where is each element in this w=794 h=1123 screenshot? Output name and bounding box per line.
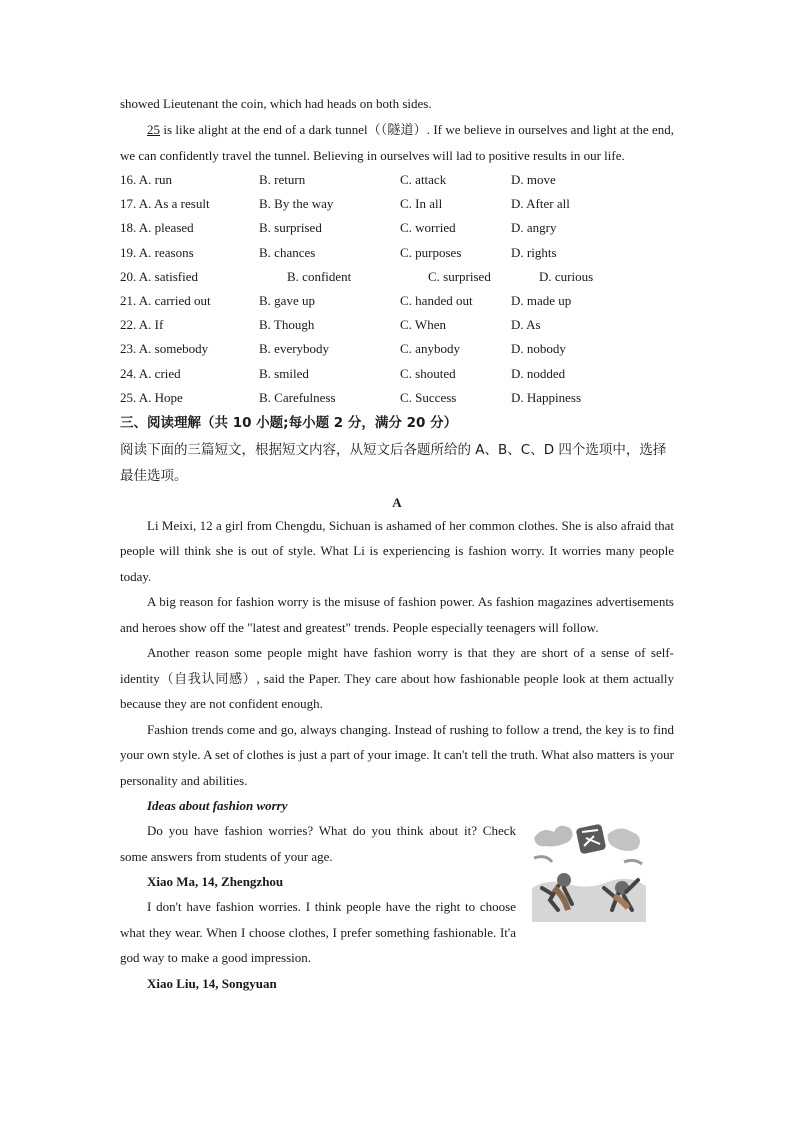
passage-paragraph: Another reason some people might have fashion worry is that they are short of a sense of self-identity（自我认同感）, said the Paper. They care about how fashionable people look at them actually because they are not confident enough. [120, 645, 674, 712]
paragraph-text: is like alight at the end of a dark tunnel（（隧道）. If we believe in ourselves and light at the end, we can confidently travel the tunnel. Believing in ourselves will lad to positive results in our life. [120, 122, 674, 163]
option-b: B. By the way [259, 196, 334, 212]
passage-paragraph: Fashion trends come and go, always changing. Instead of rushing to follow a trend, the key is to find your own style. A set of clothes is just a part of your image. It can't tell the truth. What also matters is your personality and abilities. [120, 721, 674, 788]
ideas-intro: Do you have fashion worries? What do you think about it? Check some answers from students of your age. [120, 823, 516, 864]
option-a: 25. A. Hope [120, 389, 183, 405]
ideas-title: Ideas about fashion worry [147, 798, 288, 814]
text-line: showed Lieutenant the coin, which had heads on both sides. [120, 96, 432, 111]
option-c: C. In all [400, 196, 443, 212]
student-name: Xiao Liu, 14, Songyuan [147, 975, 277, 991]
option-row [120, 289, 674, 313]
option-c: C. anybody [400, 341, 460, 357]
option-d: D. After all [511, 196, 570, 212]
option-a: 24. A. cried [120, 365, 181, 381]
option-row [120, 362, 674, 386]
section-instruction: 阅读下面的三篇短文，根据短文内容，从短文后各题所给的 A、B、C、D 四个选项中，选择最佳选项。 [120, 441, 667, 484]
option-d: D. made up [511, 292, 572, 308]
option-d: D. As [511, 317, 541, 333]
option-b: B. Carefulness [259, 389, 336, 405]
option-a: 21. A. carried out [120, 292, 211, 308]
option-row [120, 241, 674, 265]
ideas-section [120, 818, 674, 996]
option-b: B. return [259, 172, 306, 187]
option-c: C. surprised [428, 268, 491, 284]
option-d: D. move [511, 172, 556, 187]
option-d: D. Happiness [511, 389, 582, 405]
student-answer: I don't have fashion worries. I think people have the right to choose what they wear. When I choose clothes, I prefer something fashionable. It'a god way to make a good impression. [120, 899, 516, 966]
option-d: D. curious [539, 268, 594, 284]
option-c: C. handed out [400, 292, 473, 308]
option-a: 20. A. satisfied [120, 268, 198, 284]
passage-label: A [392, 494, 402, 510]
option-b: B. everybody [259, 341, 330, 357]
option-c: C. When [400, 317, 446, 333]
option-b: B. Though [259, 317, 315, 333]
dancing-kids-illustration [528, 818, 648, 924]
option-a: 22. A. If [120, 317, 164, 333]
option-row [120, 168, 674, 192]
option-row [120, 337, 674, 361]
option-a: 16. A. run [120, 172, 172, 187]
option-c: C. shouted [400, 365, 456, 381]
option-d: D. nodded [511, 365, 566, 381]
option-a: 23. A. somebody [120, 341, 209, 357]
option-a: 18. A. pleased [120, 220, 194, 236]
passage-paragraph: Li Meixi, 12 a girl from Chengdu, Sichuan is ashamed of her common clothes. She is also afraid that people will think she is out of style. What Li is experiencing is fashion worry. It worries many people today. [120, 517, 674, 584]
option-d: D. angry [511, 220, 557, 236]
option-d: D. rights [511, 244, 557, 260]
option-b: B. confident [287, 268, 352, 284]
option-b: B. smiled [259, 365, 309, 381]
blank-number: 25 [147, 122, 160, 137]
option-c: C. Success [400, 389, 457, 405]
option-row [120, 216, 674, 240]
option-row [120, 386, 674, 410]
document-page [120, 92, 674, 996]
option-d: D. nobody [511, 341, 566, 357]
options-list [120, 168, 674, 410]
option-row [120, 313, 674, 337]
option-c: C. worried [400, 220, 456, 236]
option-row [120, 265, 674, 289]
option-b: B. surprised [259, 220, 322, 236]
option-a: 19. A. reasons [120, 244, 194, 260]
paragraph-25 [120, 117, 674, 168]
option-b: B. chances [259, 244, 316, 260]
option-row [120, 192, 674, 216]
section-heading: 三、阅读理解（共 10 小题;每小题 2 分，满分 20 分） [120, 414, 458, 431]
student-name: Xiao Ma, 14, Zhengzhou [147, 874, 284, 890]
option-b: B. gave up [259, 292, 315, 308]
option-a: 17. A. As a result [120, 196, 210, 212]
passage-paragraph: A big reason for fashion worry is the misuse of fashion power. As fashion magazines advertisements and heroes show off the "latest and greatest" trends. People especially teenagers will follow. [120, 594, 674, 635]
option-c: C. attack [400, 172, 447, 187]
option-c: C. purposes [400, 244, 462, 260]
